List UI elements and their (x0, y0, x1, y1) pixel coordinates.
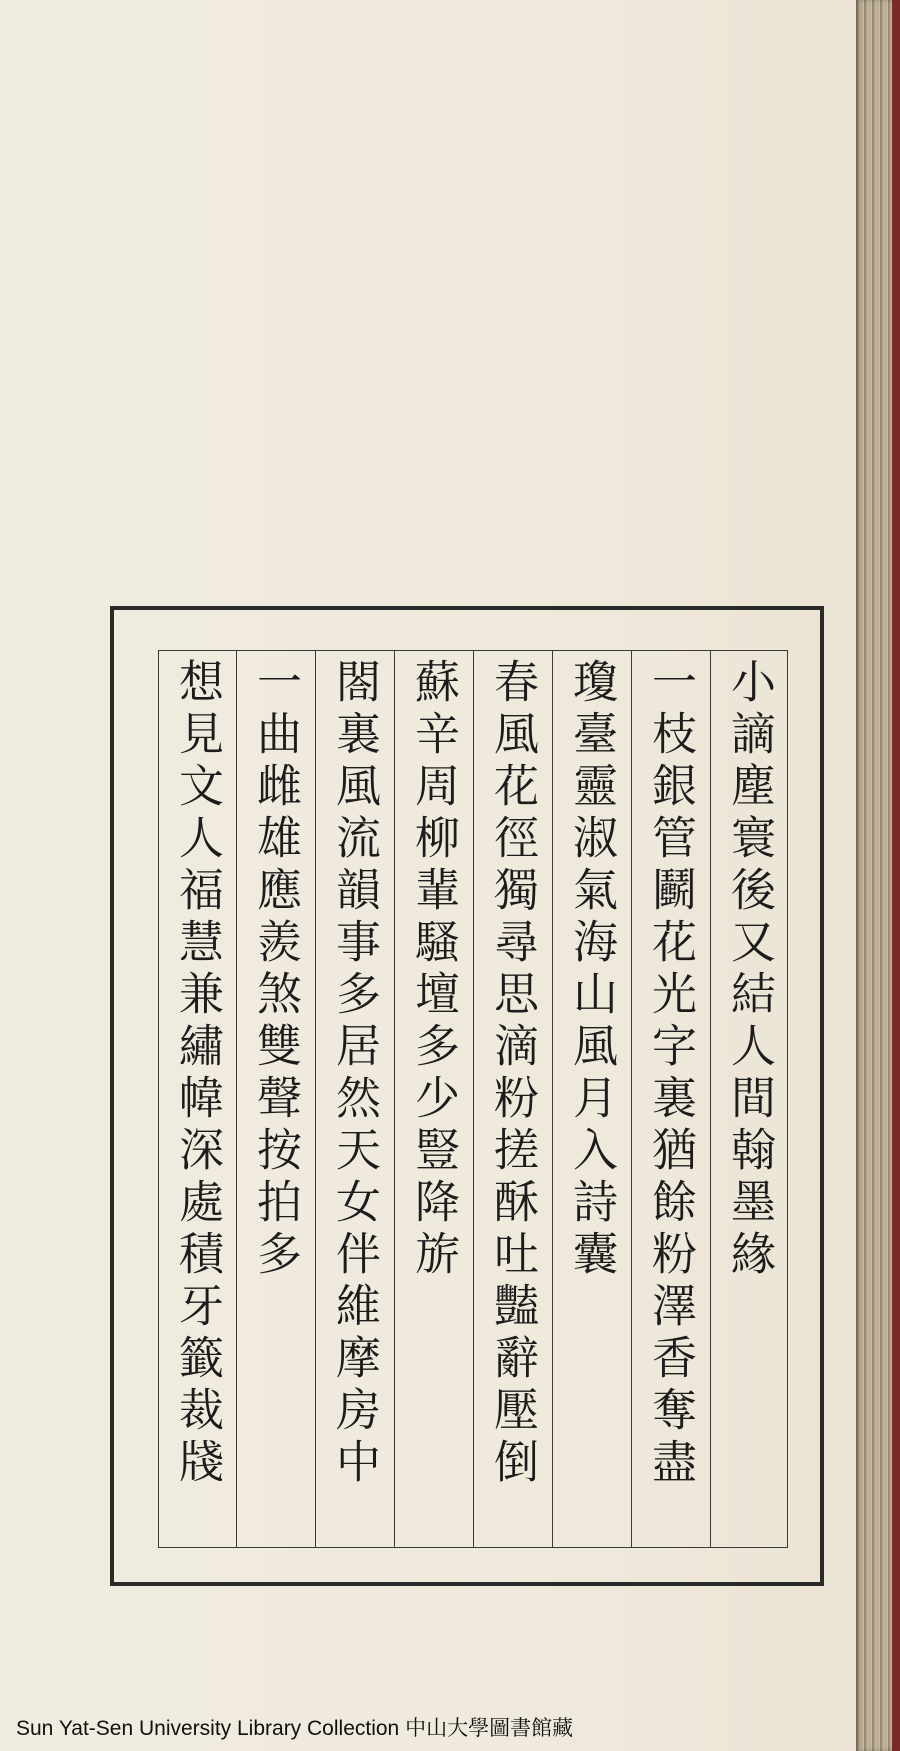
text-column-5: 蘇辛周柳輩騷壇多少豎降旂 (407, 658, 460, 1282)
book-spine-edge (892, 0, 900, 1751)
library-credit: Sun Yat-Sen University Library Collection 中山大學圖書館藏 (16, 1717, 574, 1740)
text-column-4: 春風花徑獨尋思滴粉搓酥吐豔辭壓倒 (486, 658, 539, 1490)
text-column-8: 想見文人福慧兼繡幃深處積牙籤裁牋 (171, 658, 224, 1490)
text-column-1: 小謫塵寰後又結人間翰墨緣 (723, 658, 776, 1282)
text-column-2: 一枝銀管鬬花光字裏猶餘粉澤香奪盡 (644, 658, 697, 1490)
text-column-7: 一曲雌雄應羨煞雙聲按拍多 (249, 658, 302, 1282)
text-column-6: 閤裏風流韻事多居然天女伴維摩房中 (328, 658, 381, 1490)
text-column-3: 瓊臺靈淑氣海山風月入詩囊 (565, 658, 618, 1282)
